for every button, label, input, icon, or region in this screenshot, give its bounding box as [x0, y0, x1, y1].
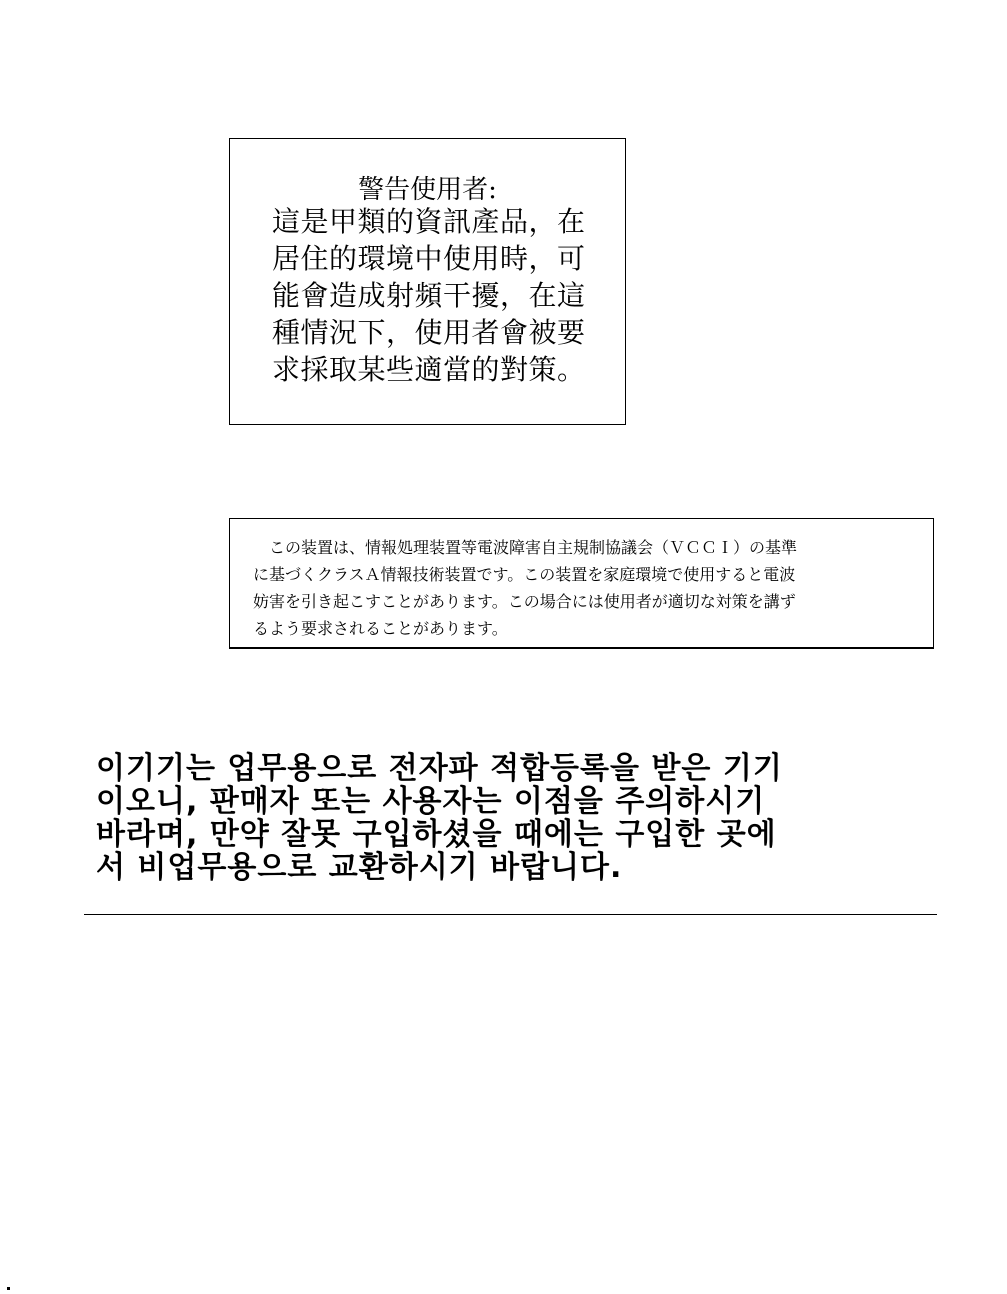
- taiwan-class-a-warning-box: [229, 138, 626, 425]
- taiwan-warning-body: [272, 203, 592, 388]
- korea-notice-line: 이오니, 판매자 또는 사용자는 이점을 주의하시기: [96, 784, 766, 819]
- korea-notice-line: 이기기는 업무용으로 전자파 적합등록을 받은 기기: [96, 751, 783, 786]
- korea-notice-line: 바라며, 만약 잘못 구입하셨을 때에는 구입한 곳에: [96, 817, 777, 852]
- japan-notice-line: 妨害を引き起こすことがあります。この場合には使用者が適切な対策を講ず: [253, 592, 796, 611]
- japan-vcci-notice-body: [253, 534, 913, 642]
- taiwan-warning-line: 求採取某些適當的對策。: [272, 353, 586, 386]
- japan-notice-line: るよう要求されることがあります。: [253, 619, 508, 638]
- taiwan-warning-line: 能會造成射頻干擾，在這: [272, 279, 586, 312]
- taiwan-warning-line: 居住的環境中使用時，可: [272, 242, 586, 275]
- taiwan-warning-line: 種情況下，使用者會被要: [272, 316, 586, 349]
- korea-notice-line: 서 비업무용으로 교환하시기 바랍니다.: [96, 850, 623, 885]
- section-divider: [84, 914, 937, 915]
- page-corner-mark: [7, 1287, 10, 1290]
- japan-vcci-notice-box: [229, 518, 934, 649]
- korea-emc-notice: [96, 752, 836, 884]
- taiwan-warning-line: 這是甲類的資訊產品，在: [272, 205, 586, 238]
- taiwan-warning-title: 警告使用者:: [358, 175, 497, 205]
- japan-notice-line: に基づくクラスＡ情報技術装置です。この装置を家庭環境で使用すると電波: [253, 565, 796, 584]
- japan-notice-line: この装置は、情報処理装置等電波障害自主規制協議会（ＶＣＣＩ）の基準: [253, 538, 798, 557]
